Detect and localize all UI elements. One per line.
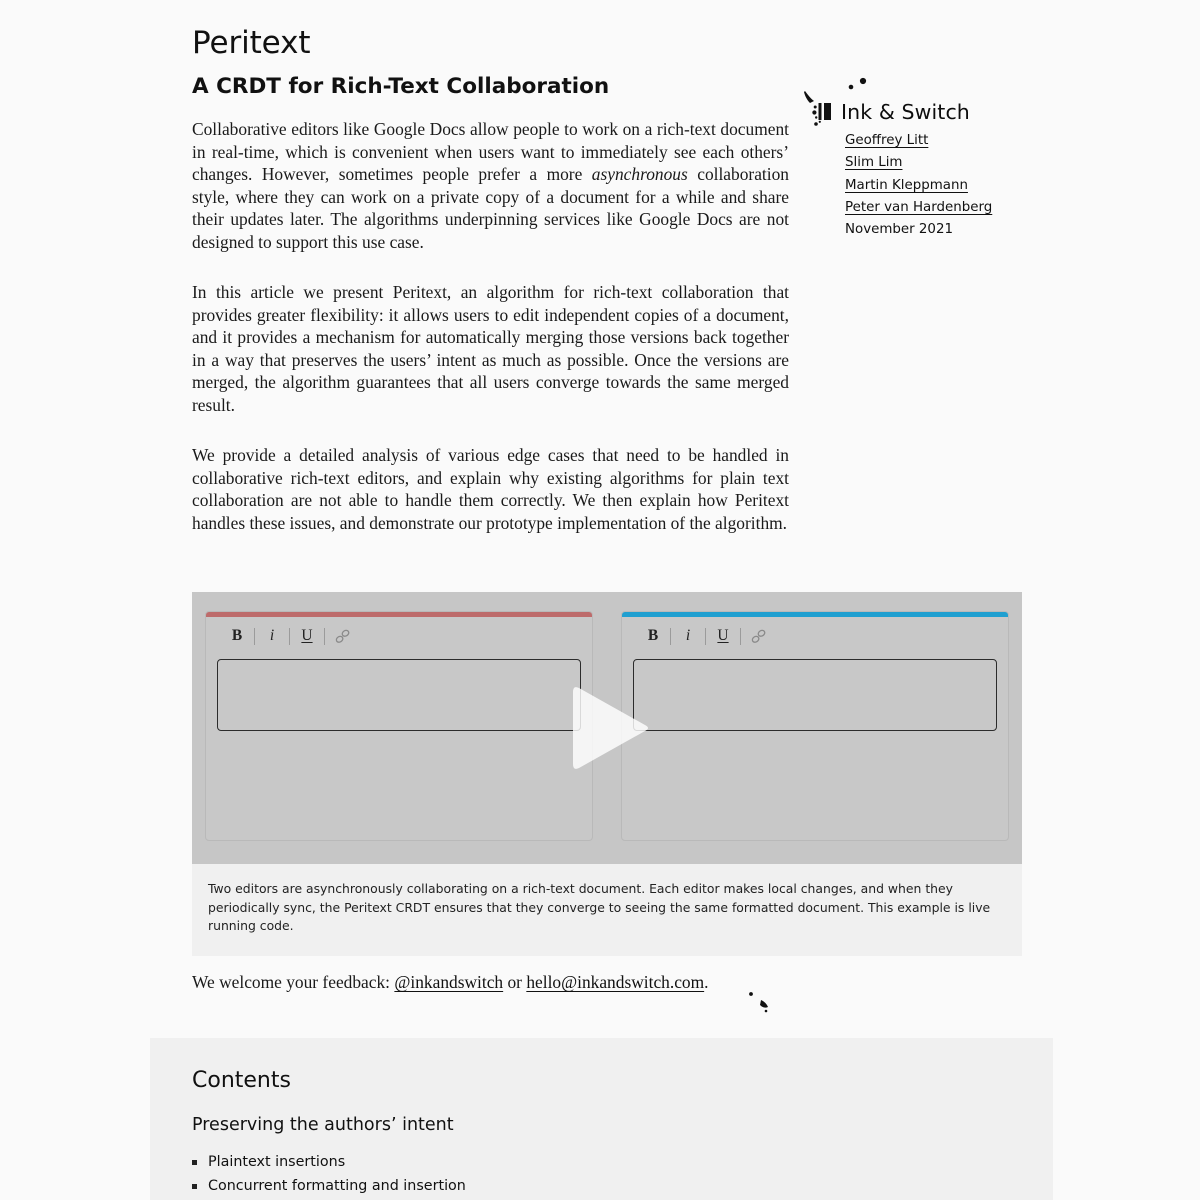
editor-text-area-right[interactable] [633, 659, 997, 731]
toc-list [192, 1151, 1053, 1198]
figure-caption: Two editors are asynchronously collaborating on a rich-text document. Each editor makes local changes, and when they periodically sync, the Peritext CRDT ensures that they converge to seeing the same formatted document. This example is live running code. [208, 881, 991, 934]
italic-button[interactable]: i [685, 627, 691, 644]
toc-item[interactable]: Plaintext insertions [192, 1151, 1053, 1175]
italic-button[interactable]: i [269, 627, 275, 644]
editor-text-area-left[interactable] [217, 659, 581, 731]
contents-heading: Contents [192, 1068, 291, 1093]
feedback-period: . [704, 972, 709, 992]
editor-pane-left[interactable] [205, 611, 593, 841]
author-link[interactable]: Geoffrey Litt [845, 133, 929, 148]
paragraph-1-part-a: Collaborative editors like Google Docs allow people to work on a rich-text document in real-time, which is convenient when users want to immediately see each others’ changes. However, sometimes people prefer a more [192, 119, 789, 184]
underline-button[interactable]: U [717, 627, 729, 644]
paragraph-1-part-b: collaboration style, where they can work on a private copy of a document for a while and share their updates later. The algorithms underpinning services like Google Docs are not designed to support this use case. [192, 164, 789, 252]
underline-button[interactable]: U [301, 627, 313, 644]
toc-item[interactable]: Concurrent formatting and insertion [192, 1175, 1053, 1199]
bold-button[interactable]: B [647, 627, 659, 644]
feedback-section [192, 970, 832, 994]
link-icon [334, 629, 351, 644]
paragraph-1 [192, 118, 789, 253]
author-link[interactable]: Slim Lim [845, 155, 903, 171]
formatting-toolbar-right [622, 617, 1008, 655]
organization-name: Ink & Switch [841, 100, 970, 124]
article-header [192, 26, 792, 99]
video-player[interactable] [192, 592, 1022, 864]
toc-section-title[interactable]: Preserving the authors’ intent [192, 1115, 454, 1135]
paragraph-3: We provide a detailed analysis of various edge cases that need to be handled in collaborative rich-text editors, and explain why existing algorithms for plain text collaboration are not able to handle them correctly. We then explain how Peritext handles these issues, and demonstrate our prototype implementation of the algorithm. [192, 445, 789, 533]
feedback-line [192, 970, 832, 994]
brand-row [812, 100, 1112, 124]
author-link[interactable]: Martin Kleppmann [845, 177, 968, 193]
contents-section [150, 1038, 1053, 1200]
link-icon [750, 629, 767, 644]
ink-and-switch-logo-icon [812, 100, 834, 124]
editor-pane-right[interactable] [621, 611, 1009, 841]
page-title: Peritext [192, 25, 311, 61]
email-link[interactable]: hello@inkandswitch.com [526, 972, 705, 992]
demo-figure [192, 592, 1022, 956]
emphasis-asynchronous: asynchronous [591, 164, 688, 184]
page-subtitle: A CRDT for Rich-Text Collaboration [192, 73, 610, 99]
editor-panes [205, 611, 1009, 841]
twitter-handle-link[interactable]: @inkandswitch [394, 972, 504, 992]
bold-button[interactable]: B [231, 627, 243, 644]
formatting-toolbar-left [206, 617, 592, 655]
figure-caption-box [192, 864, 1022, 956]
byline [812, 100, 1112, 241]
paragraph-2: In this article we present Peritext, an algorithm for rich-text collaboration that provides greater flexibility: it allows users to edit independent copies of a document, and it provides a mechanism for automatically merging those versions back together in a way that preserves the users’ intent as much as possible. Once the versions are merged, the algorithm guarantees that all users converge towards the same merged result. [192, 282, 789, 415]
link-button[interactable] [741, 629, 775, 644]
publication-date: November 2021 [845, 222, 953, 238]
feedback-separator: or [503, 972, 527, 992]
feedback-lead: We welcome your feedback: [192, 972, 395, 992]
author-list [845, 130, 1112, 241]
article-body [192, 118, 789, 562]
author-link[interactable]: Peter van Hardenberg [845, 199, 993, 215]
link-button[interactable] [325, 629, 359, 644]
